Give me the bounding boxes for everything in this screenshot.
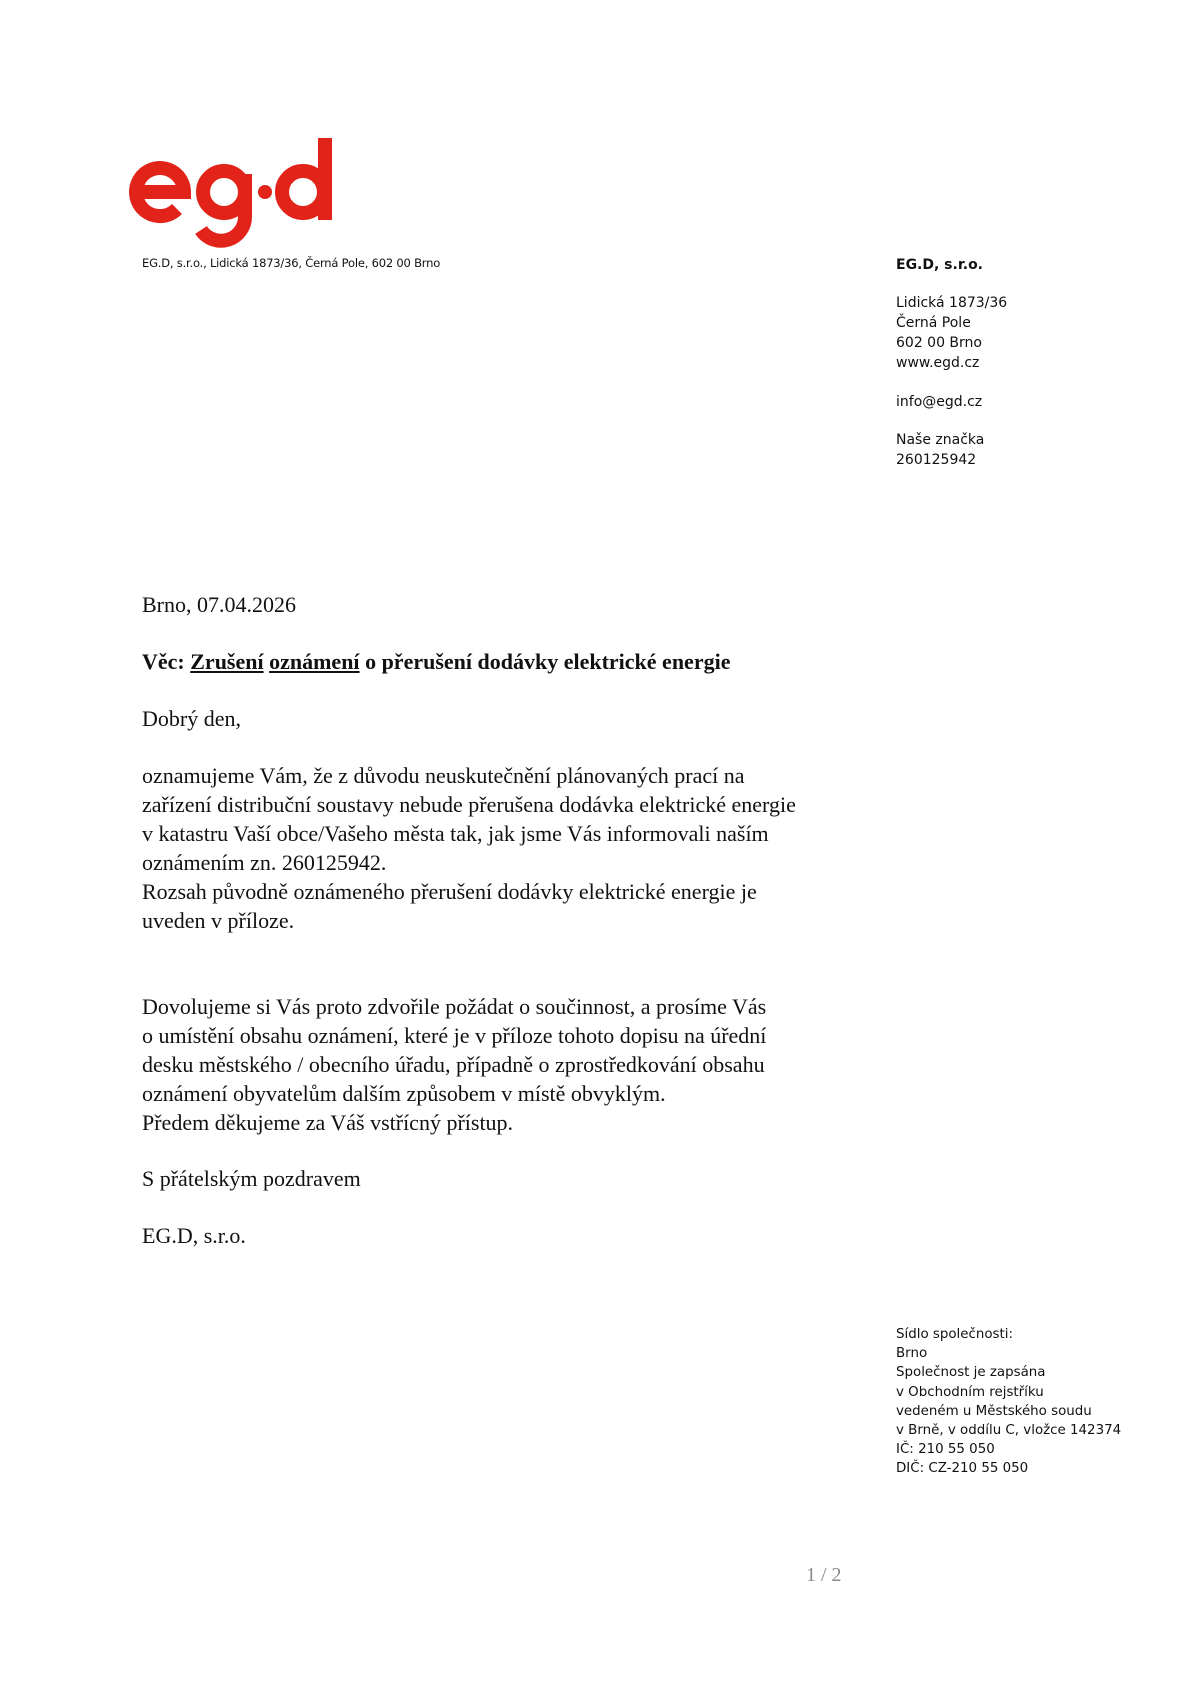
reference-block <box>896 430 984 470</box>
paragraph-line: desku městského / obecního úřadu, případně o zprostředkování obsahu <box>142 1052 765 1077</box>
reference-label: Naše značka <box>896 432 985 448</box>
paragraph-line: zařízení distribuční soustavy nebude přerušena dodávka elektrické energie <box>142 792 796 817</box>
page-number: 1 / 2 <box>806 1564 842 1586</box>
address-district: Černá Pole <box>896 315 971 331</box>
address-city: 602 00 Brno <box>896 335 982 351</box>
subject-underlined-2: oznámení <box>269 649 360 674</box>
egd-logo <box>128 138 348 250</box>
registered-office <box>896 1325 1121 1479</box>
paragraph-line: uveden v příloze. <box>142 908 295 933</box>
company-address <box>896 293 1007 373</box>
office-line: vedeném u Městského soudu <box>896 1403 1092 1419</box>
letter-closing: S přátelským pozdravem <box>142 1166 361 1191</box>
sender-address-line: EG.D, s.r.o., Lidická 1873/36, Černá Pole, 602 00 Brno <box>142 256 441 270</box>
office-line: v Brně, v oddílu C, vložce 142374 <box>896 1423 1122 1439</box>
paragraph-line: oznámením zn. 260125942. <box>142 850 387 875</box>
office-line: Společnost je zapsána <box>896 1365 1046 1381</box>
office-line: v Obchodním rejstříku <box>896 1384 1044 1400</box>
letter-paragraph-2 <box>142 992 902 1137</box>
paragraph-line: oznámení obyvatelům dalším způsobem v místě obvyklým. <box>142 1081 666 1106</box>
subject-underlined-1: Zrušení <box>190 649 264 674</box>
office-line: Sídlo společnosti: <box>896 1327 1014 1342</box>
letter-date: Brno, 07.04.2026 <box>142 592 296 617</box>
paragraph-line: v katastru Vaší obce/Vašeho města tak, jak jsme Vás informovali naším <box>142 821 769 846</box>
paragraph-line: Předem děkujeme za Váš vstřícný přístup. <box>142 1110 514 1135</box>
letter-greeting: Dobrý den, <box>142 706 241 731</box>
paragraph-line: Rozsah původně oznámeného přerušení dodávky elektrické energie je <box>142 879 757 904</box>
office-line: Brno <box>896 1346 928 1362</box>
paragraph-line: oznamujeme Vám, že z důvodu neuskutečnění plánovaných prací na <box>142 763 745 788</box>
letter-paragraph-1 <box>142 761 902 935</box>
address-street: Lidická 1873/36 <box>896 295 1008 311</box>
company-vat-id: DIČ: CZ-210 55 050 <box>896 1461 1029 1477</box>
paragraph-line: Dovolujeme si Vás proto zdvořile požádat o součinnost, a prosíme Vás <box>142 994 767 1019</box>
reference-number: 260125942 <box>896 452 977 468</box>
subject-text: o přerušení dodávky elektrické energie <box>365 649 731 674</box>
paragraph-line: o umístění obsahu oznámení, které je v příloze tohoto dopisu na úřední <box>142 1023 767 1048</box>
subject-label: Věc: <box>142 649 185 674</box>
company-name: EG.D, s.r.o. <box>896 257 984 273</box>
company-website: www.egd.cz <box>896 355 980 371</box>
letter-subject <box>142 647 902 676</box>
company-email: info@egd.cz <box>896 394 983 410</box>
letter-signature: EG.D, s.r.o. <box>142 1223 246 1248</box>
company-id: IČ: 210 55 050 <box>896 1442 995 1458</box>
